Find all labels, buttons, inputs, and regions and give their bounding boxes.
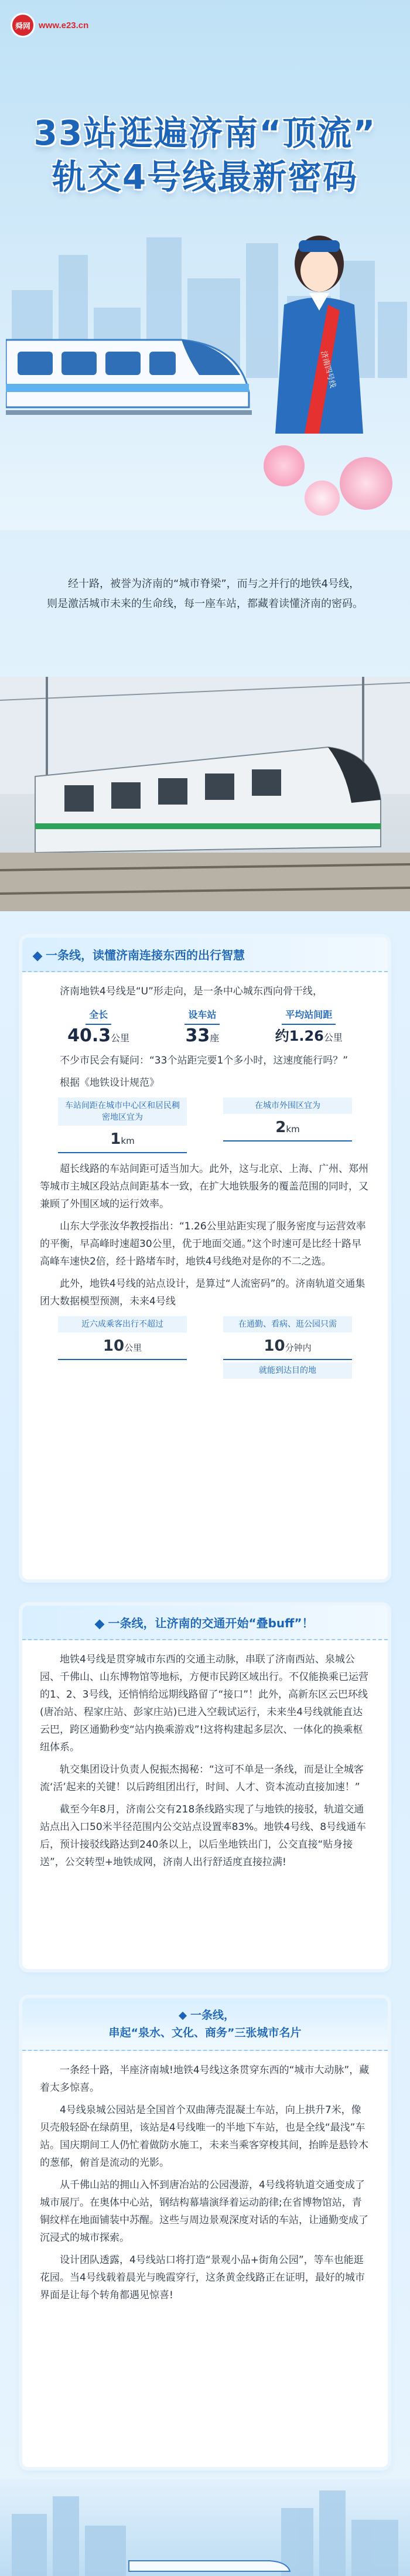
train-illustration	[6, 305, 252, 422]
site-logo[interactable]	[11, 13, 88, 38]
train-photo	[0, 677, 410, 911]
section-2-title: 一条线，让济南的交通开始“叠buff”！	[22, 1606, 388, 1640]
stats-row	[40, 1006, 370, 1047]
section-card-1	[22, 938, 388, 1579]
section-1-p1: 济南地铁4号线是“U”形走向，是一条中心城东西向骨干线，	[60, 986, 323, 997]
staff-illustration	[264, 223, 375, 434]
travel-compare	[40, 1316, 370, 1379]
section-1-p5: 山东大学张汝华教授指出：“1.26公里站距实现了服务密度与运营效率的平衡，早高峰时速超30公里，优于地面交通。”这个时速可是比经十路早高峰车速快2倍，经十路堵车时，地铁4号线绝对是你的不二之选。	[40, 1221, 366, 1267]
section-3-p4: 设计团队透露，4号线站口将打造“景观小品+街角公园”，等车也能逛花园。当4号线载着晨光与晚霞穿行，这条黄金线路正在证明，最好的城市界面是让每个转角都遇见惊喜!	[40, 2254, 365, 2301]
logo-site: www.e23.cn	[39, 20, 89, 30]
stat-stations: 设车站 33座	[184, 1006, 220, 1047]
section-1-title: 一条线，读懂济南连接东西的出行智慧	[22, 938, 388, 972]
hero-title-line2: 轨交4号线最新密码	[52, 157, 358, 197]
section-3-body	[22, 2051, 388, 2323]
logo-badge: 舜网	[11, 13, 35, 38]
stat-spacing: 平均站间距 约1.26公里	[275, 1006, 343, 1047]
spacing-compare	[40, 1098, 370, 1153]
stat-length: 全长 40.3公里	[67, 1006, 129, 1047]
section-card-2	[22, 1606, 388, 1969]
flower-decoration	[340, 457, 392, 510]
hero-title-line1: 33站逛遍济南“顶流”	[33, 113, 377, 153]
hero-banner	[0, 0, 410, 530]
section-1-body	[22, 972, 388, 1400]
footer-decoration	[0, 2479, 410, 2576]
compare-distance: 近六成乘客出行不超过 10公里	[58, 1316, 187, 1379]
compare-center: 车站间距在城市中心区和居民稠密地区宜为 1km	[58, 1098, 187, 1153]
compare-time: 在通勤、看病、逛公园只需 10分钟内 就能到达目的地	[223, 1316, 352, 1379]
sash-text: 济南四号线	[319, 350, 337, 389]
section-1-p2: 不少市民会有疑问：“33个站距完要1个多小时，这速度能行吗？”	[60, 1055, 348, 1066]
section-3-p1: 一条经十路，半座济南城!地铁4号线这条贯穿东西的“城市大动脉”，藏着太多惊喜。	[40, 2064, 370, 2094]
section-3-p3: 从千佛山站的拥山入怀到唐冶站的公园漫游，4号线将轨道交通变成了城市展厅。在奥体中心站，钢结构幕墙演绎着运动韵律;在省博物馆站，青铜纹样在地面铺装中苏醒。这些与周边景观深度对话的车站，让通勤变成了沉浸式的城市探索。	[40, 2179, 368, 2244]
section-2-p3: 截至今年8月，济南公交有218条线路实现了与地铁的接驳，轨道交通站点出入口50米半径范围内公交站点设置率83%。地铁4号线、8号线通车后，预计接驳线路达到240条以上，以后坐地铁出门，公交直接“贴身接送”，公交转型+地铁成网，济南人出行舒适度直接拉满!	[40, 1804, 367, 1868]
section-2-p2: 轨交集团设计负责人倪振杰揭秘：“这可不单是一条线，而是让全城客流‘活’起来的关键！以后跨组团出行，时间、人才、资本流动直接加速！”	[40, 1764, 364, 1793]
flower-decoration	[264, 445, 305, 486]
section-2-p1: 地铁4号线是贯穿城市东西的交通主动脉，串联了济南西站、泉城公园、千佛山、山东博物馆等地标，方便市民跨区域出行。不仅能换乘已运营的1、2、3号线，还悄悄给远期线路留了“接口”！此外，高新东区云巴环线(唐冶站、程家庄站、彭家庄站)已进入空载试运行，未来坐4号线就能直达云巴，跨区通勤秒变“站内换乘游戏”!这将构建起多层次、一体化的换乘枢纽体系。	[40, 1654, 368, 1753]
section-card-3	[22, 1998, 388, 2467]
intro-text: 经十路，被誉为济南的“城市脊梁”，而与之并行的地铁4号线，则是激活城市未来的生命线，每一座车站，都藏着读懂济南的密码。	[47, 578, 363, 610]
section-2-body	[22, 1640, 388, 1890]
section-1-p6: 此外，地铁4号线的站点设计，是算过“人流密码”的。济南轨道交通集团大数据模型预测，未来4号线	[40, 1278, 365, 1307]
flower-decoration	[305, 481, 340, 516]
compare-outer: 在城市外围区宜为 2km	[223, 1098, 352, 1153]
section-1-p3: 根据《地铁设计规范》	[60, 1077, 159, 1089]
section-3-p2: 4号线泉城公园站是全国首个双曲薄壳混凝土车站，向上拱升7米，像贝壳般轻卧在绿荫里，该站是4号线唯一的半地下车站，也是全线“最浅”车站。国庆期间工人仍忙着做防水施工，未来当乘客穿梭其间，抬眸是悬铃木的葱郁，俯首是流动的光影。	[40, 2104, 368, 2169]
section-3-title: 一条线， 串起“泉水、文化、商务”三张城市名片	[22, 1998, 388, 2051]
section-1-p4: 超长线路的车站间距可适当加大。此外，这与北京、上海、广州、郑州等城市主城区段站点间距基本一致，在扩大地铁服务的覆盖范围的同时，又兼顾了外围区域的运行效率。	[40, 1163, 368, 1210]
